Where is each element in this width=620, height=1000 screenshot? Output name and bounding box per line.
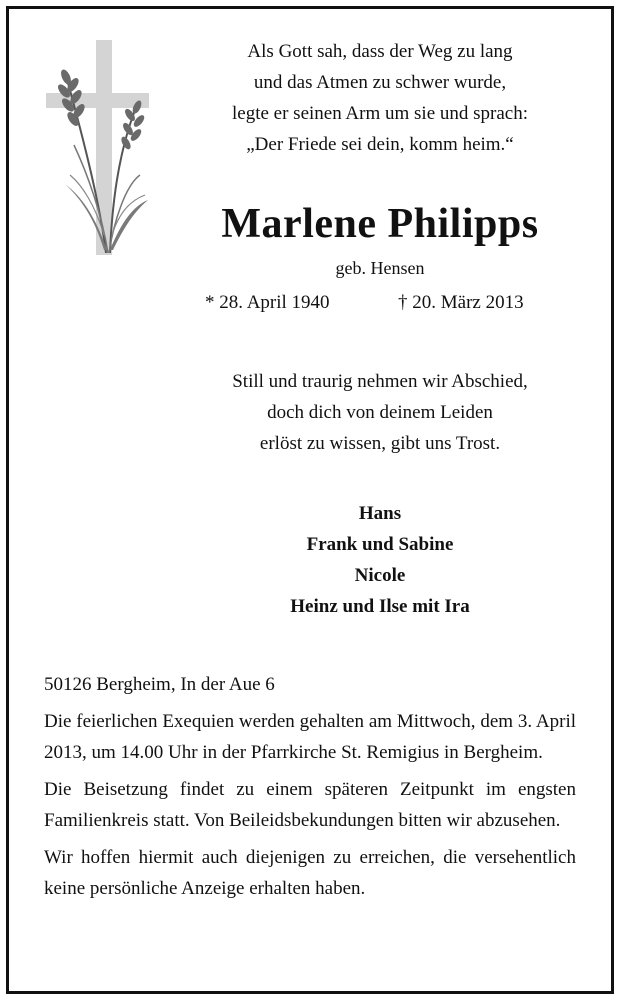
burial-paragraph: Die Beisetzung findet zu einem späteren Zeitpunkt im engsten Familienkreis statt. Von Beileidsbekundungen bitten wir abzusehen. — [44, 779, 576, 831]
address: 50126 Bergheim, In der Aue 6 — [44, 674, 275, 695]
death-date: † 20. März 2013 — [398, 292, 524, 313]
farewell-text — [185, 366, 575, 459]
farewell-line: Still und traurig nehmen wir Abschied, — [232, 371, 528, 392]
farewell-line: erlöst zu wissen, gibt uns Trost. — [259, 433, 501, 454]
poem-line: Als Gott sah, dass der Weg zu lang — [247, 41, 513, 62]
mourner-name: Hans — [358, 503, 402, 524]
mourner-name: Heinz und Ilse mit Ira — [290, 596, 470, 617]
notice-paragraph: Wir hoffen hiermit auch diejenigen zu erreichen, die versehentlich keine persönliche Anzeige erhalten haben. — [44, 847, 576, 899]
mourner-name: Frank und Sabine — [306, 534, 454, 555]
farewell-line: doch dich von deinem Leiden — [267, 402, 493, 423]
birth-name: geb. Hensen — [335, 258, 425, 278]
deceased-name: Marlene Philipps — [221, 201, 539, 247]
birth-date: * 28. April 1940 — [205, 292, 330, 313]
cross-with-wheat-icon — [40, 35, 150, 260]
service-paragraph: Die feierlichen Exequien werden gehalten am Mittwoch, dem 3. April 2013, um 14.00 Uhr in der Pfarrkirche St. Remigius in Bergheim. — [44, 711, 576, 763]
poem-line: legte er seinen Arm um sie und sprach: — [231, 103, 528, 124]
opening-poem — [185, 36, 575, 160]
mourner-name: Nicole — [354, 565, 406, 586]
service-info — [44, 669, 576, 910]
poem-line: „Der Friede sei dein, komm heim.“ — [246, 134, 514, 155]
mourners-list — [185, 498, 575, 622]
poem-line: und das Atmen zu schwer wurde, — [253, 72, 507, 93]
